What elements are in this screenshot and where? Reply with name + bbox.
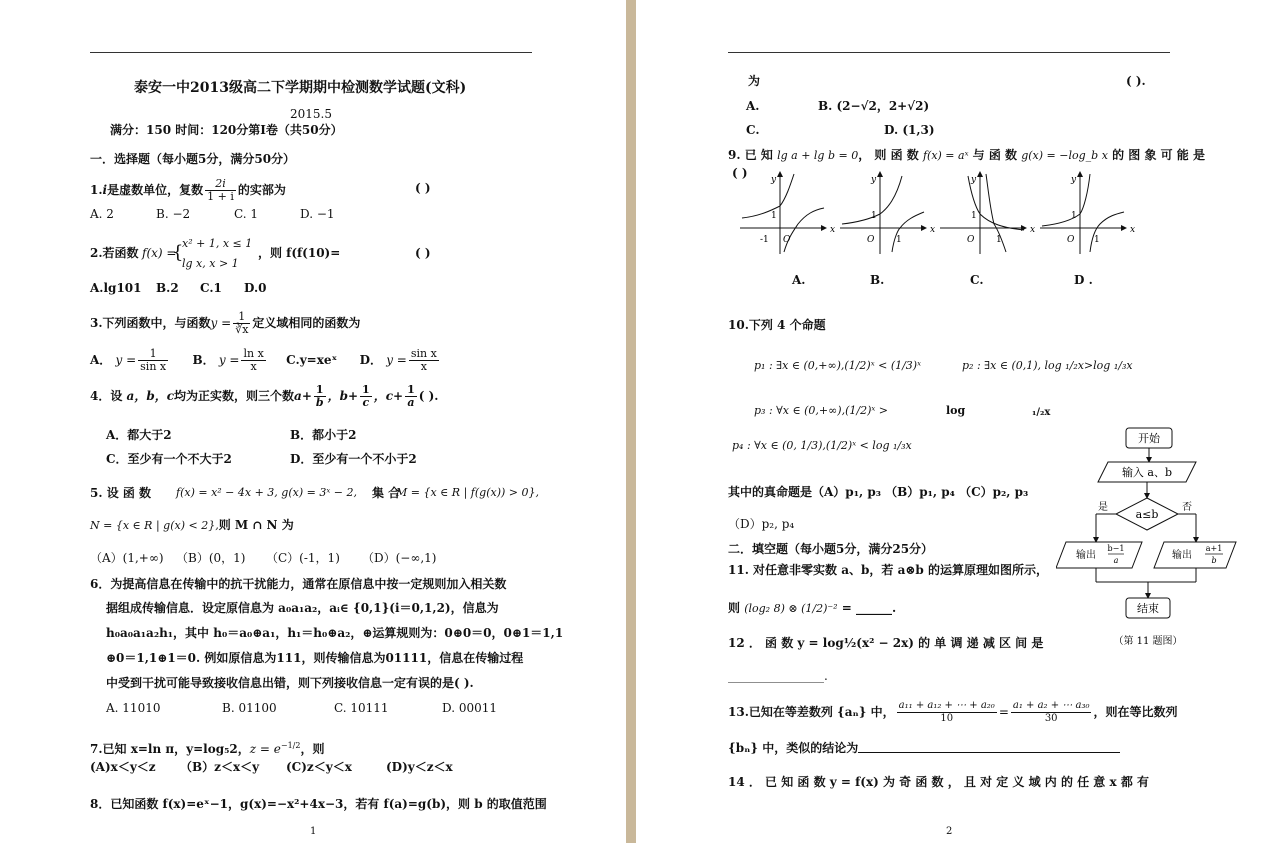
q1-option-b: B. −2 (156, 207, 191, 221)
svg-text:y: y (971, 175, 977, 185)
svg-text:x: x (1130, 225, 1136, 235)
question-8-answer-paren: ( ). (1126, 74, 1146, 88)
question-14: 14 ． 已 知 函 数 y = f(x) 为 奇 函 数 ， 且 对 定 义 域 内 的 任 意 x 都 有 (728, 775, 1149, 789)
q5-option-a: （A）(1,+∞) (90, 551, 164, 565)
section-2-heading: 二．填空题（每小题5分，满分25分） (728, 542, 934, 556)
question-7: 7.已知 x=ln π，y=log₅2，$z = e^{-1/2}$，则 (90, 741, 325, 756)
svg-text:x: x (1030, 225, 1036, 235)
q6-option-c: C. 10111 (334, 701, 389, 715)
question-2-text: ，则 f(f(10)= (258, 246, 341, 260)
flowchart-no: 否 (1182, 502, 1192, 513)
svg-text:1: 1 (1071, 211, 1077, 221)
svg-text:x: x (830, 225, 836, 235)
q9-option-c: C. (970, 273, 984, 287)
q7-option-a: (A)x＜y＜z (90, 760, 156, 774)
proposition-p3: p₃ : ∀x ∈ (0,+∞),(1/2)ˣ > (754, 404, 888, 417)
header-rule (728, 52, 1170, 53)
question-5-line-2: N = {x ∈ R | g(x) < 2},则 M ∩ N 为 (90, 518, 294, 532)
proposition-p1: p₁ : ∃x ∈ (0,+∞),(1/2)ˣ < (1/3)ˣ (754, 359, 922, 372)
piecewise-case-1: x² + 1, x ≤ 1 (182, 237, 253, 250)
flowchart (1056, 422, 1240, 650)
q9-graphs (740, 168, 1140, 258)
svg-text:输出: 输出 (1076, 550, 1096, 561)
section-1-heading: 一．选择题（每小题5分，满分50分） (90, 152, 296, 166)
question-5-set-label: 集 合 (372, 486, 401, 500)
flowchart-yes: 是 (1098, 502, 1108, 513)
q7-option-b: （B）z＜x＜y (180, 760, 260, 774)
q8-option-a: A. (746, 99, 760, 113)
q1-option-d: D. −1 (300, 207, 335, 221)
proposition-p3-log: log (946, 404, 966, 417)
q7-option-d: (D)y＜z＜x (386, 760, 453, 774)
question-6-line-2: 据组成传输信息．设定原信息为 a₀a₁a₂，aᵢ∈ {0,1}(i＝0,1,2)，信息为 (106, 601, 499, 615)
q3-options: A． y = $\frac{1}{\text{sin x}}$ B． y = $\frac{\text{ln x}}{x}$ C.y=xeˣ D． y = $\frac{\text{sin x}}{x}$ (90, 347, 437, 373)
svg-text:1: 1 (1094, 235, 1100, 245)
question-6-line-4: ⊕0＝1,1⊕1＝0. 例如原信息为111，则传输信息为01111，信息在传输过程 (106, 651, 524, 665)
question-13-line-2: {bₙ} 中，类似的结论为 (728, 741, 859, 755)
exam-date: 2015.5 (290, 107, 332, 121)
question-10: 10.下列 4 个命题 (728, 318, 826, 332)
q5-option-d: （D）(−∞,1) (362, 551, 437, 565)
q9-option-b: B. (870, 273, 885, 287)
svg-text:1: 1 (896, 235, 902, 245)
exam-page-2 (636, 0, 1262, 843)
q2-option-b: B.2 (156, 281, 179, 295)
question-4: 4．设 a，b，c均为正实数，则三个数a+ $\frac{1}{b}$ ，b+ $\frac{1}{c}$ ，c+ $\frac{1}{a}$ ( ). (90, 383, 439, 409)
question-13: 13.已知在等差数列 {aₙ} 中， $\frac{\text{a₁₁ + a₁₂ + ⋯ + a₂₀}}{10}$ = $\frac{\text{a₁ + a₂ + ⋯ a₃₀}}{30}$ ，则在等比数列 (728, 700, 1178, 724)
flowchart-output-left (1056, 542, 1142, 568)
question-5-set-m: M = {x ∈ R | f(g(x)) > 0}, (396, 486, 539, 499)
flowchart-input: 输入 a、b (1121, 466, 1173, 479)
q8-option-d: D. (1,3) (884, 123, 935, 137)
exam-title: 泰安一中2013级高二下学期期中检测数学试题(文科) (134, 80, 467, 96)
score-line: 满分：150 时间：120分第Ⅰ卷（共50分） (110, 123, 343, 137)
svg-text:输出: 输出 (1172, 550, 1192, 561)
question-5-functions: f(x) = x² − 4x + 3, g(x) = 3ˣ − 2, (176, 486, 357, 499)
svg-text:1: 1 (771, 211, 777, 221)
graph-c (940, 172, 1035, 254)
flowchart-end: 结束 (1137, 602, 1159, 615)
proposition-p4: p₄ : ∀x ∈ (0, 1/3),(1/2)ˣ < log ₁/₃x (732, 439, 912, 452)
question-9: 9. 已 知 lg a + lg b = 0， 则 函 数 f(x) = aˣ 与 函 数 g(x) = −log_b x 的 图 象 可 能 是 (728, 148, 1205, 162)
q1-option-a: A. 2 (90, 207, 114, 221)
flowchart-caption: （第 11 题图） (1113, 636, 1183, 647)
q8-option-b: B. (2−√2，2+√2) (818, 99, 930, 113)
question-12: 12 ． 函 数 y = log½(x² − 2x) 的 单 调 递 减 区 间 是 (728, 636, 1044, 650)
graph-d (1040, 172, 1135, 254)
svg-text:1: 1 (871, 211, 877, 221)
q4-option-d: D．至少有一个不小于2 (290, 452, 417, 466)
page-number: 1 (310, 826, 317, 837)
svg-text:b−1: b−1 (1107, 544, 1125, 553)
q4-option-b: B．都小于2 (290, 428, 357, 442)
svg-text:O: O (867, 235, 875, 245)
question-9-answer-paren: ( ) (732, 166, 748, 180)
q2-option-c: C.1 (200, 281, 222, 295)
question-3: 3.下列函数中，与函数y = $\frac{1}{∛x}$ 定义域相同的函数为 (90, 310, 361, 336)
flowchart-output-right (1154, 542, 1236, 568)
proposition-p3-sub: ₁/₂x (1032, 407, 1051, 418)
question-10-answers: 其中的真命题是（A）p₁, p₃ （B）p₁, p₄ （C）p₂, p₃ (728, 485, 1029, 499)
q5-option-c: （C）(-1，1) (266, 551, 340, 565)
q2-option-d: D.0 (244, 281, 267, 295)
svg-text:O: O (1067, 235, 1075, 245)
proposition-p2: p₂ : ∃x ∈ (0,1), log ₁/₂x>log ₁/₃x (962, 359, 1133, 372)
svg-text:-1: -1 (760, 235, 769, 245)
question-2-function: f(x) = (142, 246, 177, 260)
question-5-label: 5. 设 函 数 (90, 486, 152, 500)
svg-text:y: y (771, 175, 777, 185)
q9-option-d: D . (1074, 273, 1093, 287)
svg-text:1: 1 (971, 211, 977, 221)
graph-a (740, 172, 835, 254)
question-10-answer-d: （D）p₂, p₄ (728, 517, 795, 531)
q2-option-a: A.lg101 (90, 281, 142, 295)
svg-text:b: b (1211, 556, 1217, 565)
svg-text:O: O (967, 235, 975, 245)
svg-text:a: a (1113, 556, 1119, 565)
q1-option-c: C. 1 (234, 207, 259, 221)
q8-option-c: C. (746, 123, 760, 137)
svg-text:O: O (783, 235, 791, 245)
question-8: 8．已知函数 f(x)=eˣ−1，g(x)=−x²+4x−3，若有 f(a)=g(b)，则 b 的取值范围 (90, 797, 547, 811)
q6-option-a: A. 11010 (106, 701, 161, 715)
svg-text:a+1: a+1 (1205, 544, 1223, 553)
question-13-blank-line (858, 752, 1120, 753)
q6-option-d: D. 00011 (442, 701, 497, 715)
q4-option-a: A．都大于2 (106, 428, 172, 442)
svg-text:1: 1 (996, 235, 1002, 245)
header-rule (90, 52, 532, 53)
piecewise-brace: { (172, 242, 184, 263)
q7-option-c: (C)z＜y＜x (286, 760, 352, 774)
piecewise-case-2: lg x, x > 1 (182, 257, 239, 270)
question-11-expression: 则 (log₂ 8) ⊗ (1/2)⁻² = ______. (728, 601, 897, 615)
flowchart-start: 开始 (1138, 432, 1160, 445)
exam-page-1 (0, 0, 626, 843)
page-number: 2 (946, 826, 953, 837)
q9-option-a: A. (792, 273, 806, 287)
q4-option-c: C．至少有一个不大于2 (106, 452, 232, 466)
question-2-answer-paren: ( ) (415, 246, 431, 260)
question-8-continued: 为 (748, 74, 761, 88)
question-1: 1.i是虚数单位，复数 $\frac{2i}{1 + i}$ 的实部为 (90, 177, 286, 203)
svg-text:y: y (1071, 175, 1077, 185)
question-12-blank: ________________. (728, 669, 828, 683)
svg-text:y: y (871, 175, 877, 185)
question-11: 11. 对任意非零实数 a、b，若 a⊗b 的运算原理如图所示， (728, 563, 1048, 577)
question-6-line-5: 中受到干扰可能导致接收信息出错，则下列接收信息一定有误的是( ). (106, 676, 474, 690)
question-6-line-1: 6．为提高信息在传输中的抗干扰能力，通常在原信息中按一定规则加入相关数 (90, 577, 507, 591)
question-6-line-3: h₀a₀a₁a₂h₁，其中 h₀＝a₀⊕a₁，h₁＝h₀⊕a₂，⊕运算规则为：0⊕0＝0，0⊕1＝1,1 (106, 626, 564, 640)
graph-b (840, 172, 935, 254)
svg-text:x: x (930, 225, 936, 235)
flowchart-condition: a≤b (1135, 508, 1159, 521)
question-2-label: 2.若函数 (90, 246, 139, 260)
q5-option-b: （B）(0，1) (176, 551, 246, 565)
question-1-answer-paren: ( ) (415, 181, 431, 195)
q6-option-b: B. 01100 (222, 701, 277, 715)
